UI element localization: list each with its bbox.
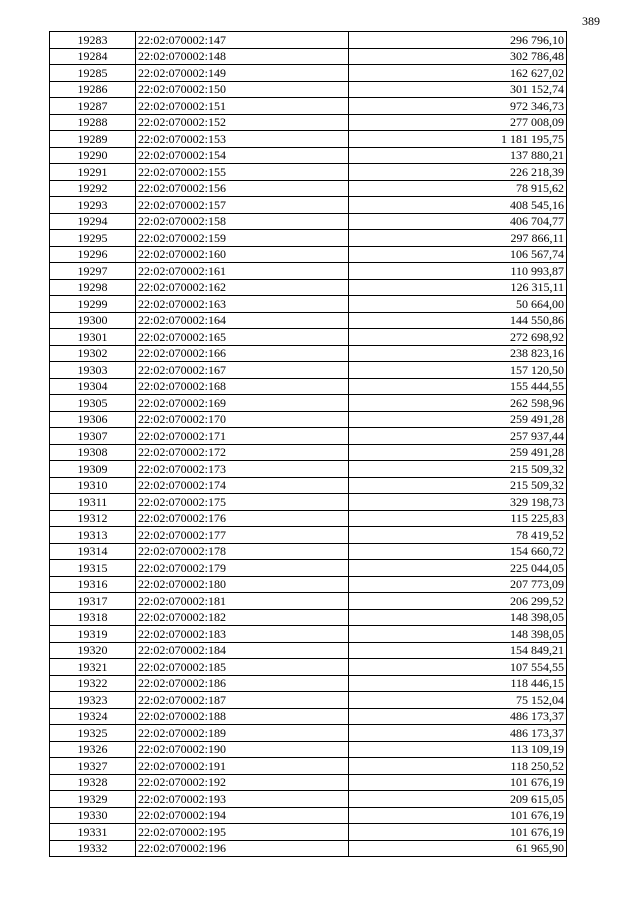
cadastral-number-cell: 22:02:070002:196: [136, 840, 349, 857]
row-number-cell: 19321: [50, 659, 136, 676]
row-number-cell: 19286: [50, 81, 136, 98]
table-row: [50, 48, 567, 65]
cadastral-number-cell: 22:02:070002:160: [136, 246, 349, 263]
row-number-cell: 19285: [50, 65, 136, 82]
table-row: [50, 213, 567, 230]
value-cell: 148 398,05: [349, 626, 567, 643]
row-number-cell: 19316: [50, 576, 136, 593]
cadastral-number-cell: 22:02:070002:191: [136, 758, 349, 775]
value-cell: 154 660,72: [349, 543, 567, 560]
table-row: [50, 428, 567, 445]
row-number-cell: 19306: [50, 411, 136, 428]
table-row: [50, 246, 567, 263]
page-number: 389: [582, 14, 600, 28]
row-number-cell: 19299: [50, 296, 136, 313]
row-number-cell: 19323: [50, 692, 136, 709]
cadastral-number-cell: 22:02:070002:149: [136, 65, 349, 82]
cadastral-number-cell: 22:02:070002:171: [136, 428, 349, 445]
value-cell: 115 225,83: [349, 510, 567, 527]
table-row: [50, 345, 567, 362]
table-row: [50, 725, 567, 742]
value-cell: 157 120,50: [349, 362, 567, 379]
table-row: [50, 494, 567, 511]
value-cell: 215 509,32: [349, 477, 567, 494]
cadastral-number-cell: 22:02:070002:162: [136, 279, 349, 296]
row-number-cell: 19325: [50, 725, 136, 742]
value-cell: 113 109,19: [349, 741, 567, 758]
cadastral-number-cell: 22:02:070002:177: [136, 527, 349, 544]
value-cell: 238 823,16: [349, 345, 567, 362]
value-cell: 262 598,96: [349, 395, 567, 412]
cadastral-number-cell: 22:02:070002:194: [136, 807, 349, 824]
cadastral-number-cell: 22:02:070002:181: [136, 593, 349, 610]
row-number-cell: 19308: [50, 444, 136, 461]
row-number-cell: 19297: [50, 263, 136, 280]
value-cell: 78 915,62: [349, 180, 567, 197]
table-row: [50, 32, 567, 49]
cadastral-number-cell: 22:02:070002:151: [136, 98, 349, 115]
table-row: [50, 461, 567, 478]
value-cell: 118 446,15: [349, 675, 567, 692]
cadastral-number-cell: 22:02:070002:159: [136, 230, 349, 247]
cadastral-number-cell: 22:02:070002:163: [136, 296, 349, 313]
row-number-cell: 19283: [50, 32, 136, 49]
table-row: [50, 164, 567, 181]
table-row: [50, 642, 567, 659]
value-cell: 148 398,05: [349, 609, 567, 626]
table-row: [50, 774, 567, 791]
table-row: [50, 840, 567, 857]
cadastral-number-cell: 22:02:070002:157: [136, 197, 349, 214]
cadastral-number-cell: 22:02:070002:183: [136, 626, 349, 643]
table-row: [50, 741, 567, 758]
cadastral-number-cell: 22:02:070002:175: [136, 494, 349, 511]
cadastral-number-cell: 22:02:070002:148: [136, 48, 349, 65]
table-row: [50, 758, 567, 775]
cadastral-number-cell: 22:02:070002:189: [136, 725, 349, 742]
row-number-cell: 19311: [50, 494, 136, 511]
value-cell: 110 993,87: [349, 263, 567, 280]
row-number-cell: 19332: [50, 840, 136, 857]
table-row: [50, 609, 567, 626]
row-number-cell: 19312: [50, 510, 136, 527]
value-cell: 107 554,55: [349, 659, 567, 676]
cadastral-number-cell: 22:02:070002:193: [136, 791, 349, 808]
row-number-cell: 19304: [50, 378, 136, 395]
row-number-cell: 19331: [50, 824, 136, 841]
row-number-cell: 19296: [50, 246, 136, 263]
row-number-cell: 19327: [50, 758, 136, 775]
table-row: [50, 527, 567, 544]
value-cell: 1 181 195,75: [349, 131, 567, 148]
value-cell: 101 676,19: [349, 824, 567, 841]
row-number-cell: 19305: [50, 395, 136, 412]
cadastral-number-cell: 22:02:070002:155: [136, 164, 349, 181]
table-row: [50, 329, 567, 346]
cadastral-number-cell: 22:02:070002:165: [136, 329, 349, 346]
value-cell: 155 444,55: [349, 378, 567, 395]
cadastral-number-cell: 22:02:070002:166: [136, 345, 349, 362]
value-cell: 144 550,86: [349, 312, 567, 329]
table-row: [50, 659, 567, 676]
table-row: [50, 279, 567, 296]
cadastral-number-cell: 22:02:070002:164: [136, 312, 349, 329]
table-row: [50, 378, 567, 395]
value-cell: 406 704,77: [349, 213, 567, 230]
table-row: [50, 98, 567, 115]
table-row: [50, 65, 567, 82]
cadastral-number-cell: 22:02:070002:190: [136, 741, 349, 758]
value-cell: 209 615,05: [349, 791, 567, 808]
table-row: [50, 708, 567, 725]
value-cell: 137 880,21: [349, 147, 567, 164]
cadastral-number-cell: 22:02:070002:178: [136, 543, 349, 560]
value-cell: 302 786,48: [349, 48, 567, 65]
cadastral-number-cell: 22:02:070002:172: [136, 444, 349, 461]
cadastral-number-cell: 22:02:070002:186: [136, 675, 349, 692]
value-cell: 257 937,44: [349, 428, 567, 445]
table-body: [50, 32, 567, 857]
cadastral-number-cell: 22:02:070002:167: [136, 362, 349, 379]
cadastral-number-cell: 22:02:070002:184: [136, 642, 349, 659]
cadastral-number-cell: 22:02:070002:180: [136, 576, 349, 593]
row-number-cell: 19315: [50, 560, 136, 577]
value-cell: 215 509,32: [349, 461, 567, 478]
value-cell: 61 965,90: [349, 840, 567, 857]
value-cell: 272 698,92: [349, 329, 567, 346]
cadastral-number-cell: 22:02:070002:161: [136, 263, 349, 280]
value-cell: 486 173,37: [349, 725, 567, 742]
cadastral-number-cell: 22:02:070002:147: [136, 32, 349, 49]
value-cell: 259 491,28: [349, 411, 567, 428]
value-cell: 226 218,39: [349, 164, 567, 181]
row-number-cell: 19314: [50, 543, 136, 560]
row-number-cell: 19291: [50, 164, 136, 181]
value-cell: 301 152,74: [349, 81, 567, 98]
table-row: [50, 576, 567, 593]
row-number-cell: 19326: [50, 741, 136, 758]
value-cell: 486 173,37: [349, 708, 567, 725]
row-number-cell: 19319: [50, 626, 136, 643]
table-row: [50, 147, 567, 164]
value-cell: 225 044,05: [349, 560, 567, 577]
table-row: [50, 807, 567, 824]
cadastral-number-cell: 22:02:070002:150: [136, 81, 349, 98]
row-number-cell: 19301: [50, 329, 136, 346]
value-cell: 408 545,16: [349, 197, 567, 214]
value-cell: 162 627,02: [349, 65, 567, 82]
value-cell: 206 299,52: [349, 593, 567, 610]
value-cell: 972 346,73: [349, 98, 567, 115]
value-cell: 297 866,11: [349, 230, 567, 247]
cadastral-number-cell: 22:02:070002:182: [136, 609, 349, 626]
row-number-cell: 19289: [50, 131, 136, 148]
value-cell: 126 315,11: [349, 279, 567, 296]
cadastral-number-cell: 22:02:070002:188: [136, 708, 349, 725]
table-row: [50, 824, 567, 841]
table-row: [50, 180, 567, 197]
table-row: [50, 543, 567, 560]
row-number-cell: 19293: [50, 197, 136, 214]
cadastral-number-cell: 22:02:070002:169: [136, 395, 349, 412]
value-cell: 101 676,19: [349, 774, 567, 791]
value-cell: 78 419,52: [349, 527, 567, 544]
row-number-cell: 19300: [50, 312, 136, 329]
cadastre-table: [49, 31, 567, 857]
row-number-cell: 19324: [50, 708, 136, 725]
table-row: [50, 791, 567, 808]
cadastral-number-cell: 22:02:070002:192: [136, 774, 349, 791]
cadastral-number-cell: 22:02:070002:154: [136, 147, 349, 164]
row-number-cell: 19322: [50, 675, 136, 692]
table-row: [50, 263, 567, 280]
cadastral-number-cell: 22:02:070002:153: [136, 131, 349, 148]
table-row: [50, 131, 567, 148]
value-cell: 101 676,19: [349, 807, 567, 824]
row-number-cell: 19284: [50, 48, 136, 65]
value-cell: 329 198,73: [349, 494, 567, 511]
table-row: [50, 510, 567, 527]
row-number-cell: 19320: [50, 642, 136, 659]
cadastral-number-cell: 22:02:070002:170: [136, 411, 349, 428]
row-number-cell: 19302: [50, 345, 136, 362]
table-row: [50, 230, 567, 247]
table-row: [50, 477, 567, 494]
row-number-cell: 19292: [50, 180, 136, 197]
value-cell: 118 250,52: [349, 758, 567, 775]
row-number-cell: 19328: [50, 774, 136, 791]
value-cell: 50 664,00: [349, 296, 567, 313]
table-row: [50, 675, 567, 692]
value-cell: 154 849,21: [349, 642, 567, 659]
value-cell: 106 567,74: [349, 246, 567, 263]
row-number-cell: 19317: [50, 593, 136, 610]
cadastral-number-cell: 22:02:070002:156: [136, 180, 349, 197]
row-number-cell: 19307: [50, 428, 136, 445]
table-row: [50, 411, 567, 428]
value-cell: 207 773,09: [349, 576, 567, 593]
value-cell: 296 796,10: [349, 32, 567, 49]
row-number-cell: 19294: [50, 213, 136, 230]
table-row: [50, 692, 567, 709]
table-row: [50, 395, 567, 412]
table-row: [50, 114, 567, 131]
cadastral-number-cell: 22:02:070002:168: [136, 378, 349, 395]
table-row: [50, 197, 567, 214]
value-cell: 259 491,28: [349, 444, 567, 461]
cadastral-number-cell: 22:02:070002:176: [136, 510, 349, 527]
cadastral-number-cell: 22:02:070002:187: [136, 692, 349, 709]
value-cell: 75 152,04: [349, 692, 567, 709]
row-number-cell: 19303: [50, 362, 136, 379]
row-number-cell: 19287: [50, 98, 136, 115]
cadastral-number-cell: 22:02:070002:174: [136, 477, 349, 494]
cadastral-number-cell: 22:02:070002:179: [136, 560, 349, 577]
row-number-cell: 19313: [50, 527, 136, 544]
table-row: [50, 444, 567, 461]
cadastral-number-cell: 22:02:070002:173: [136, 461, 349, 478]
table-row: [50, 312, 567, 329]
value-cell: 277 008,09: [349, 114, 567, 131]
table-row: [50, 560, 567, 577]
table-row: [50, 296, 567, 313]
table-row: [50, 81, 567, 98]
cadastral-number-cell: 22:02:070002:185: [136, 659, 349, 676]
cadastral-number-cell: 22:02:070002:152: [136, 114, 349, 131]
row-number-cell: 19295: [50, 230, 136, 247]
cadastral-number-cell: 22:02:070002:195: [136, 824, 349, 841]
row-number-cell: 19298: [50, 279, 136, 296]
row-number-cell: 19318: [50, 609, 136, 626]
cadastral-number-cell: 22:02:070002:158: [136, 213, 349, 230]
row-number-cell: 19288: [50, 114, 136, 131]
row-number-cell: 19330: [50, 807, 136, 824]
row-number-cell: 19290: [50, 147, 136, 164]
row-number-cell: 19309: [50, 461, 136, 478]
row-number-cell: 19329: [50, 791, 136, 808]
table-row: [50, 626, 567, 643]
table-row: [50, 362, 567, 379]
row-number-cell: 19310: [50, 477, 136, 494]
table-row: [50, 593, 567, 610]
